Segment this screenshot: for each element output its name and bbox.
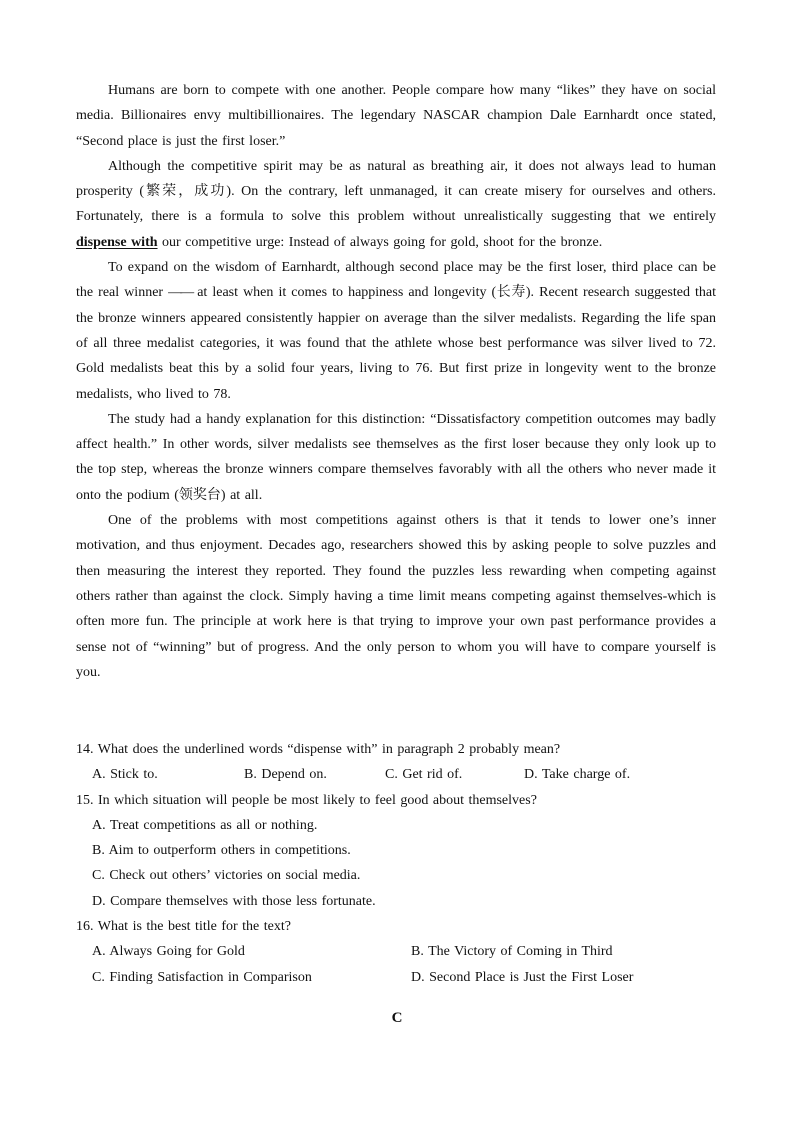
question-stem: 16. What is the best title for the text? [76,919,291,935]
option-row [76,762,736,787]
option-b[interactable]: B. Depend on. [244,767,327,783]
option-row [76,939,736,964]
option-a[interactable]: A. Treat competitions as all or nothing. [92,817,318,833]
section-label: C [391,1010,403,1026]
option-c[interactable]: C. Check out others’ victories on social media. [92,868,361,884]
option-b[interactable]: B. The Victory of Coming in Third [411,944,613,960]
reading-passage [76,78,716,685]
question-stem: 14. What does the underlined words “dispense with” in paragraph 2 probably mean? [76,742,561,757]
question-14 [76,737,736,788]
paragraph-3-text-b: at least when it comes to happiness and longevity (长寿). Recent research suggested that the bronze winners appeared consistently happier on average than the silver medalists. Regarding the life span of all three medalist categories, it was found that the athlete whose best performance was silver lived to 72. Gold medalists beat this by a solid four years, living to 76. But first prize in longevity went to the bronze medalists, who lived to 78. [76,285,716,402]
option-c[interactable]: C. Finding Satisfaction in Comparison [92,969,312,985]
question-list [76,737,736,990]
paragraph-2 [76,154,716,255]
paragraph-3-text-a: To expand on the wisdom of Earnhardt, although second place may be the first loser, third place can be the real winner [76,260,716,301]
paragraph-2-text-b: our competitive urge: Instead of always going for gold, shoot for the bronze. [157,234,603,250]
paragraph-5: One of the problems with most competitions against others is that it tends to lower one’s inner motivation, and thus enjoyment. Decades ago, researchers showed this by asking people to solve puzzles and then measuring the interest they reported. They found the puzzles less rewarding when competing against others rather than against the clock. Simply having a time limit means competing against themselves-which is often more fun. The principle at work here is that trying to improve your own past performance provides a sense not of “winning” but of progress. And the only person to whom you will have to compare yourself is you. [76,513,716,680]
question-15 [76,788,736,914]
paragraph-3 [76,255,716,407]
option-d[interactable]: D. Second Place is Just the First Loser [411,969,634,985]
question-stem: 15. In which situation will people be most likely to feel good about themselves? [76,792,537,808]
option-d[interactable]: D. Compare themselves with those less fortunate. [92,893,376,909]
paragraph-4: The study had a handy explanation for this distinction: “Dissatisfactory competition outcomes may badly affect health.” In other words, silver medalists see themselves as the first loser because they only look up to the top step, whereas the bronze winners compare themselves favorably with all the others who never made it onto the podium (领奖台) at all. [76,411,716,503]
em-dash: —— [168,285,193,301]
paragraph-1: Humans are born to compete with one another. People compare how many “likes” they have on social media. Billionaires envy multibillionaires. The legendary NASCAR champion Dale Earnhardt once stated, “Second place is just the first loser.” [76,83,716,149]
option-c[interactable]: C. Get rid of. [385,767,463,783]
option-a[interactable]: A. Always Going for Gold [92,944,245,960]
option-a[interactable]: A. Stick to. [92,767,158,783]
option-d[interactable]: D. Take charge of. [524,767,631,783]
question-16 [76,914,736,990]
paragraph-2-text-a: Although the competitive spirit may be as natural as breathing air, it does not always lead to human prosperity (繁荣，成功). On the contrary, left unmanaged, it can create misery for ourselves and others. Fortunately, there is a formula to solve this problem without unrealistically suggesting that we entirely [76,158,716,225]
option-b[interactable]: B. Aim to outperform others in competitions. [92,843,351,859]
underlined-phrase: dispense with [76,234,158,250]
option-row [76,965,736,990]
